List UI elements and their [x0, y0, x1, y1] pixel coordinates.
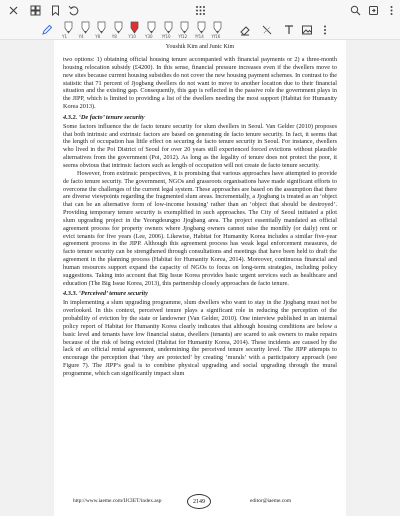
eraser-icon[interactable] [238, 23, 252, 37]
footer-url[interactable]: http://www.iaeme.com/IJCIET/index.asp [73, 498, 162, 504]
text-tool-icon[interactable] [282, 23, 296, 37]
document-page[interactable] [54, 40, 346, 516]
paragraph: In implementing a slum upgrading programme, slum dwellers who want to stay in the Jjogbang must not be overlooked. In this context, perceived tenure plays a significant role in reducing the perception of the probability of eviction by the state or landowner (Van Gelder, 2010). One interview published in an internal policy report of Habitat for Humanity Korea clearly indicates that although housing conditions are below a basic level and tenants have low financial status, dwellers (tenants) are scared to ask owners to make repairs because of the risk of being evicted (Habitat for Humanity Korea, 2014). These incidents are caused by the lack of an official rental agreement, undermining the perceived tenure security level. The JIPP attempts to encourage the perception that ‘they are protected’ by creating ‘murals’ with a participatory approach (see Figure 7). The JIPP’s goal is to combine physical upgrading and social upgrading through the mural programme, which can significantly impact slum [63, 299, 337, 377]
more-tools-icon[interactable] [318, 23, 332, 37]
pen-preset-label: Yf10 [161, 34, 171, 39]
pen-preset-label: Yf14 [194, 34, 204, 39]
apps-icon[interactable] [193, 3, 207, 17]
pen-tool-icon[interactable] [40, 23, 54, 37]
article-body [63, 56, 337, 378]
pen-preset-label: Y4 [78, 34, 84, 39]
close-icon[interactable] [6, 3, 20, 17]
undo-icon[interactable] [66, 3, 80, 17]
pen-preset[interactable] [95, 21, 108, 39]
pen-preset[interactable] [178, 21, 191, 39]
running-head: Youshik Kim and Junic Kim [165, 44, 235, 50]
more-icon[interactable] [384, 3, 398, 17]
paragraph: However, from extrinsic perspectives, it is promising that various approaches have attempted to provide de facto tenure security. The government, NGOs and grassroots organisations have made significant efforts to overcome the challenges of the current legal system. These approaches are based on the assumption that there are diverse viewpoints regarding the fragmented slum areas. Incrementally, a Jjogbang is treated as an ‘object that can be an alternative form of low-income housing’ rather than an ‘object that should be destroyed’. Providing temporary tenure security is exemplified in such approaches. The City of Seoul initiated a pilot slum upgrading project in the Yeongdeungpo Jjogbang area. The project essentially mandated an official agreement process for property owners where Jjogbang owners cannot raise the monthly (or daily) rent or evict tenants for five years (Lee, 2006). Likewise, Habitat for Humanity Korea includes a similar five-year agreement process in the JIPP. Although this agreement process has weak legal enforcement measures, de facto tenure security can be strengthened through consultations and meetings that have been held to draft the agreement in the planning process (Habitat for Humanity Korea, 2014). Moreover, continuous financial and human resources support expand the capacity of NGOs to focus on long-term strategies, including policy suggestions. Taking into account that Big Issue Korea provides basic urgent services such as healthcare and education (The Big Issue Korea, 2013), this partnership closely approaches de facto tenure. [63, 169, 337, 287]
pen-preset-label: Y30 [145, 34, 153, 39]
pen-preset[interactable] [145, 21, 158, 39]
pen-preset-label: Y10 [128, 34, 136, 39]
pen-preset-label: Yf16 [211, 34, 221, 39]
pen-preset[interactable] [211, 21, 224, 39]
pen-preset-label: Y8 [95, 34, 101, 39]
lasso-icon[interactable] [260, 23, 274, 37]
section-heading: 4.3.3. ‘Perceived’ tenure security [63, 290, 148, 298]
pen-preset-label: Y8 [111, 34, 117, 39]
image-tool-icon[interactable] [300, 23, 314, 37]
bookmark-icon[interactable] [48, 3, 62, 17]
pen-preset[interactable] [195, 21, 208, 39]
pen-preset[interactable] [79, 21, 92, 39]
pen-preset[interactable] [62, 21, 75, 39]
pen-preset[interactable] [162, 21, 175, 39]
pen-preset-label: Yf12 [178, 34, 188, 39]
share-icon[interactable] [366, 3, 380, 17]
section-heading: 4.3.2. ‘De facto’ tenure security [63, 113, 145, 121]
footer-email[interactable]: editor@iaeme.com [250, 498, 292, 504]
page-footer [54, 494, 346, 512]
pen-preset[interactable] [128, 21, 141, 39]
annotation-toolbar [0, 20, 400, 40]
search-icon[interactable] [348, 3, 362, 17]
pen-preset-label: Y1 [62, 34, 67, 39]
top-toolbar [0, 0, 400, 20]
page-number: 2149 [187, 494, 211, 509]
grid-icon[interactable] [28, 3, 42, 17]
paragraph: two options: 1) obtaining official housing tenure accompanied with financial payments or 2) a three-month housing relocation subsidy (£4200). In this sense, financial pressure increases even if the dwellers move to new sites because current housing subsidies do not cover the new housing payment schemes. In contrast to the statistic that 71 percent of Jjogbang dwellers do not want to move to another location due to their financial situation and the existing gap. Consequently, this gap is reflected in the passive role the government plays in the JIPP, which is limited to providing a list of the dwellers needing the most support (Habitat for Humanity Korea 2013). [63, 56, 337, 111]
paragraph: Some factors influence the de facto tenure security for slum dwellers in Seoul. Van Gelder (2010) proposes that both intrinsic and extrinsic factors are based on generating de facto tenure security. In fact, it seems that the length of occupation has little effect on securing de facto tenure security in Seoul. For instance, dwellers who lived in the Poi District of Seoul for over 20 years still experienced forced evictions without plausible alternatives from the government (Poi, 2012). As long as the legality of tenure does not protect the poor, it seems obvious that intrinsic factors such as length of occupation will not create de facto tenure security. [63, 122, 337, 169]
pen-preset[interactable] [112, 21, 125, 39]
